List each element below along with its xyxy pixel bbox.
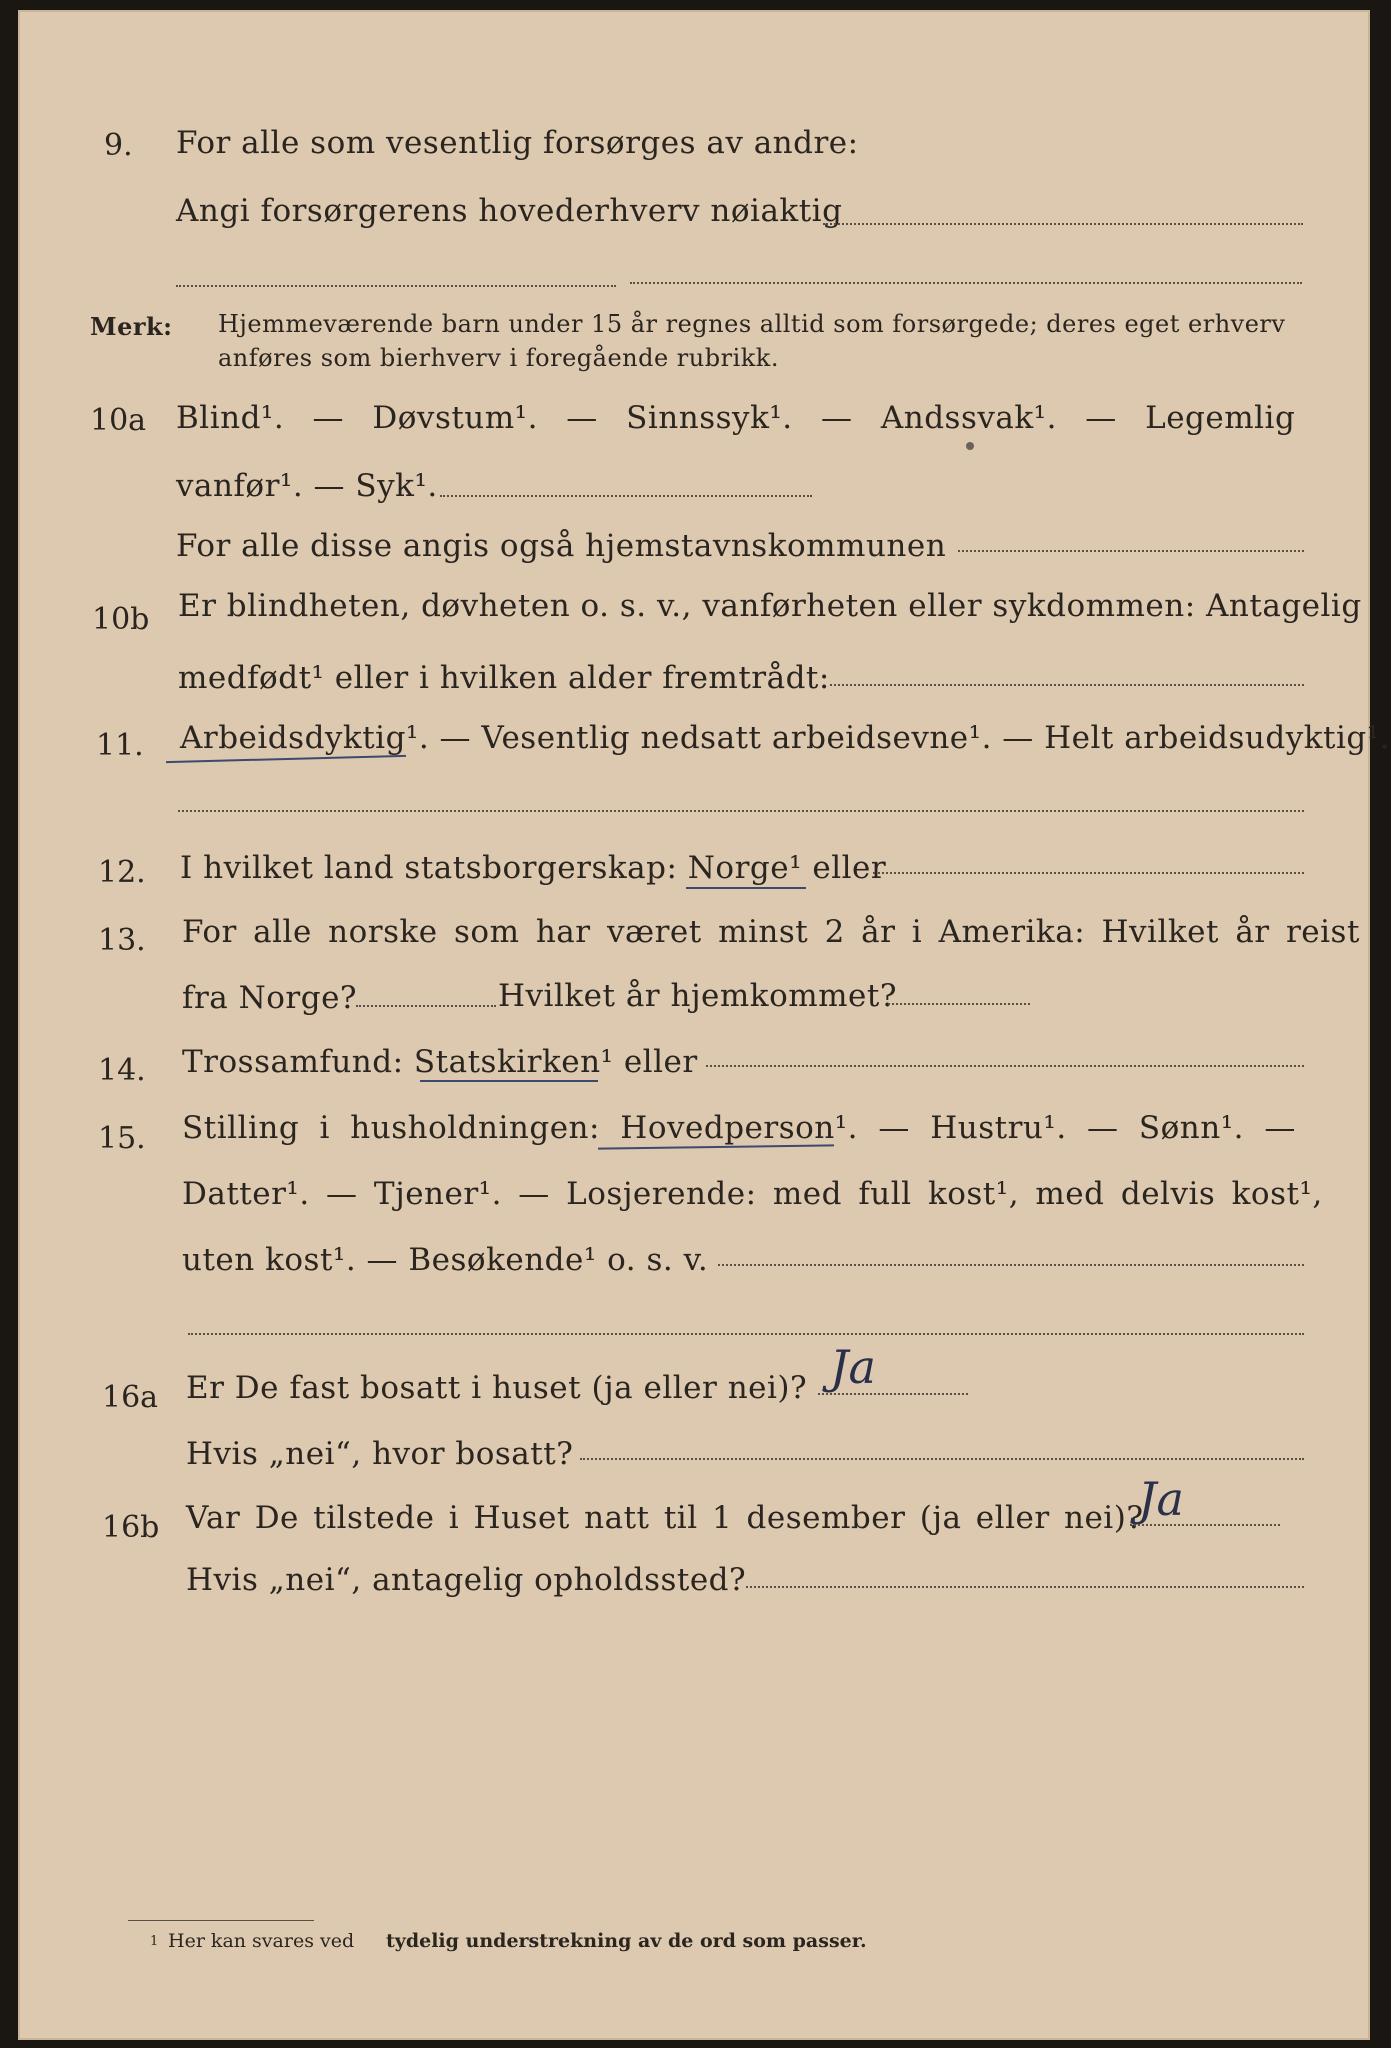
q9-line2: Angi forsørgerens hovederhverv nøiaktig (176, 193, 843, 229)
census-form-page (18, 10, 1391, 2040)
q9-line1: For alle som vesentlig forsørges av andre: (176, 125, 859, 161)
q16b-number: 16b (102, 1510, 160, 1545)
q10a-answer-line[interactable] (440, 495, 812, 497)
q12-answer-line[interactable] (873, 872, 1304, 874)
q12-underline-norge (686, 887, 806, 889)
q15-line3: uten kost¹. — Besøkende¹ o. s. v. (182, 1242, 709, 1278)
q12-line1: I hvilket land statsborgerskap: Norge¹ eller (180, 850, 887, 886)
q13-hjemkommet-line[interactable] (888, 1003, 1030, 1005)
q11-number: 11. (96, 728, 144, 763)
q11-answer-line[interactable] (178, 810, 1304, 812)
q15-number: 15. (98, 1121, 146, 1156)
q16b-line1: Var De tilstede i Huset natt til 1 desember (ja eller nei)? (186, 1500, 1144, 1536)
q10a-number: 10a (90, 403, 147, 438)
q13-line2b: Hvilket år hjemkommet? (498, 978, 897, 1014)
q15-line2: Datter¹. — Tjener¹. — Losjerende: med full kost¹, med delvis kost¹, (182, 1176, 1323, 1212)
q10b-line2: medfødt¹ eller i hvilken alder fremtrådt: (178, 660, 830, 696)
merk-line1: Hjemmeværende barn under 15 år regnes alltid som forsørgede; deres eget erhverv (218, 310, 1286, 338)
q13-reist-line[interactable] (356, 1005, 496, 1007)
footnote-rule (128, 1920, 314, 1921)
footnote-text: Her kan svares ved (168, 1930, 355, 1952)
q10a-line2: vanfør¹. — Syk¹. (176, 468, 438, 504)
q16a-handwritten-answer[interactable]: Ja (830, 1340, 876, 1394)
q13-line1: For alle norske som har været minst 2 år i Amerika: Hvilket år reist (182, 914, 1360, 950)
q9-answer-line-2b[interactable] (630, 282, 1302, 284)
q9-answer-line[interactable] (823, 223, 1303, 225)
q16a-line1: Er De fast bosatt i huset (ja eller nei)? (186, 1370, 808, 1406)
q10a-hjemstavn-line[interactable] (958, 550, 1304, 552)
q16a-line2: Hvis „nei“, hvor bosatt? (186, 1436, 574, 1472)
footnote-mark: 1 (150, 1934, 159, 1949)
q11-underline-arbeidsdyktig (166, 755, 406, 763)
q10a-line3: For alle disse angis også hjemstavnskommunen (176, 528, 947, 564)
merk-line2: anføres som bierhverv i foregående rubrikk. (218, 344, 779, 372)
q16b-opholdssted-line[interactable] (746, 1586, 1304, 1588)
q10b-answer-line[interactable] (830, 684, 1304, 686)
q13-line2a: fra Norge? (182, 980, 358, 1016)
q15-answer-line-2[interactable] (188, 1333, 1304, 1335)
q16a-number: 16a (102, 1380, 159, 1415)
q16b-handwritten-answer[interactable]: Ja (1138, 1472, 1184, 1526)
q15-line1: Stilling i husholdningen: Hovedperson¹. — Hustru¹. — Sønn¹. — (182, 1110, 1296, 1146)
q14-underline-statskirken (420, 1080, 598, 1082)
q14-line1: Trossamfund: Statskirken¹ eller (182, 1044, 698, 1080)
q10a-line1: Blind¹. — Døvstum¹. — Sinnssyk¹. — Andssvak¹. — Legemlig (176, 400, 1296, 436)
merk-label: Merk: (90, 312, 173, 341)
q14-number: 14. (98, 1053, 146, 1088)
q16a-bosatt-line[interactable] (580, 1458, 1304, 1460)
q11-line1: Arbeidsdyktig¹. — Vesentlig nedsatt arbeidsevne¹. — Helt arbeidsudyktig¹. (180, 720, 1391, 756)
q9-number: 9. (104, 128, 133, 163)
q12-number: 12. (98, 855, 146, 890)
q10b-number: 10b (92, 602, 150, 637)
q16b-line2: Hvis „nei“, antagelig opholdssted? (186, 1562, 747, 1598)
ink-spot (966, 442, 974, 450)
q9-answer-line-2a[interactable] (176, 285, 616, 287)
q16b-answer-line[interactable] (1130, 1524, 1280, 1526)
q15-answer-line[interactable] (718, 1264, 1304, 1266)
footnote-bold-text: tydelig understrekning av de ord som passer. (386, 1930, 867, 1952)
q14-answer-line[interactable] (706, 1065, 1304, 1067)
q13-number: 13. (98, 923, 146, 958)
q10b-line1: Er blindheten, døvheten o. s. v., vanførheten eller sykdommen: Antagelig (178, 588, 1362, 624)
q16a-answer-line[interactable] (818, 1393, 968, 1395)
